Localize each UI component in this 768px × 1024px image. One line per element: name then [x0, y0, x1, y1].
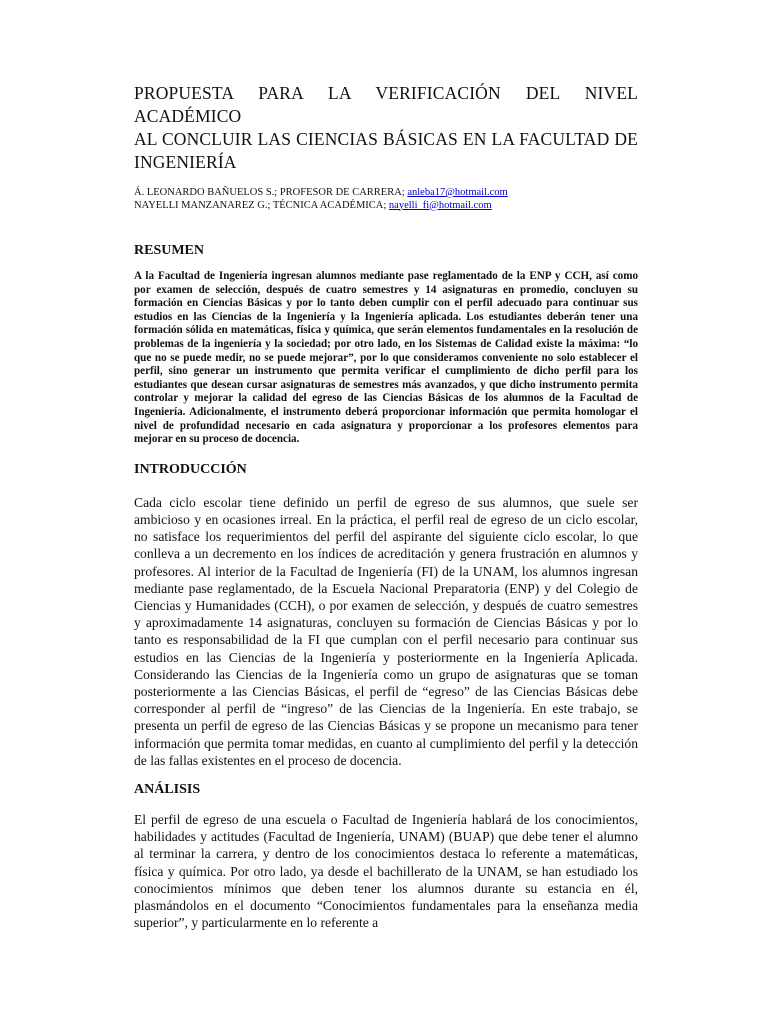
author-1-info: Á. LEONARDO BAÑUELOS S.; PROFESOR DE CARRERA; [134, 187, 408, 198]
author-2-email-link[interactable]: nayelli_fi@hotmail.com [388, 199, 492, 211]
analisis-heading: ANÁLISIS [134, 781, 201, 797]
title-line-3: INGENIERÍA [134, 152, 237, 172]
analisis-paragraph: El perfil de egreso de una escuela o Facultad de Ingeniería hablará de los conocimientos, habilidades y actitudes (Facultad de Ingeniería, UNAM) (BUAP) que debe tener el alumno al terminar la carrera, y dentro de los conocimientos destaca lo referente a matemáticas, física y química. Por otro lado, ya desde el bachillerato de la UNAM, se han estudiado los conocimientos mínimos que deben tener los alumnos durante su estancia en él, plasmándolos en el documento “Conocimientos fundamentales para la enseñanza media superior”, y particularmente en lo referente a [134, 811, 638, 931]
resumen-heading: RESUMEN [134, 243, 205, 258]
title-line-2: AL CONCLUIR LAS CIENCIAS BÁSICAS EN LA FACULTAD DE [134, 129, 638, 149]
author-1-email-link[interactable]: anleba17@hotmail.com [407, 187, 508, 198]
document-title [134, 82, 638, 174]
introduccion-heading: INTRODUCCIÓN [134, 461, 247, 477]
author-2-info: NAYELLI MANZANAREZ G.; TÉCNICA ACADÉMICA; [134, 199, 389, 211]
author-1 [134, 187, 638, 200]
resumen-paragraph: A la Facultad de Ingeniería ingresan alumnos mediante pase reglamentado de la ENP y CCH, así como por examen de selección, después de cuatro semestres y 14 asignaturas en promedio, concluyen su formación en Ciencias Básicas y por lo tanto deben cumplir con el perfil adecuado para continuar sus estudios en las Ciencias de la Ingeniería y la Ingeniería aplicada. Los estudiantes deberán tener una formación sólida en matemáticas, física y química, que serán elementos fundamentales en la resolución de problemas de la ingeniería y la sociedad; por otro lado, en los Sistemas de Calidad existe la máxima: “lo que no se puede medir, no se puede mejorar”, por lo que consideramos conveniente no solo establecer el perfil, sino generar un instrumento que permita verificar el cumplimiento de dicho perfil para los estudiantes que desean cursar asignaturas de semestres más avanzados, y que dicho instrumento permita controlar y mejorar la calidad del egreso de las Ciencias Básicas de los alumnos de la Facultad de Ingeniería. Adicionalmente, el instrumento deberá proporcionar información que permita homologar el nivel de profundidad necesario en cada asignatura y proporcionar a los profesores elementos para mejorar en su proceso de docencia. [134, 270, 638, 446]
title-line-1: PROPUESTA PARA LA VERIFICACIÓN DEL NIVEL ACADÉMICO [134, 83, 638, 126]
author-2 [134, 200, 638, 213]
introduccion-paragraph: Cada ciclo escolar tiene definido un perfil de egreso de sus alumnos, que suele ser ambicioso y en ocasiones irreal. En la práctica, el perfil real de egreso de un ciclo escolar, no satisface los requerimientos del perfil del aspirante del siguiente ciclo escolar, lo que conlleva a un decremento en los índices de acreditación y genera frustración en alumnos y profesores. Al interior de la Facultad de Ingeniería (FI) de la UNAM, los alumnos ingresan mediante pase reglamentado, de la Escuela Nacional Preparatoria (ENP) y del Colegio de Ciencias y Humanidades (CCH), o por examen de selección, y después de cuatro semestres y aproximadamente 14 asignaturas, concluyen su formación de Ciencias Básicas y por lo tanto es responsabilidad de la FI que cumplan con el perfil necesario para continuar sus estudios en las Ciencias de la Ingeniería y posteriormente en la Ingeniería Aplicada. Considerando las Ciencias de la Ingeniería como un grupo de asignaturas que se toman posteriormente a las Ciencias Básicas, el perfil de “egreso” de las Ciencias Básicas debe corresponder al perfil de “ingreso” de las Ciencias de la Ingeniería. En este trabajo, se presenta un perfil de egreso de las Ciencias Básicas y se propone un mecanismo para tener información que permita tomar medidas, en cuanto al cumplimiento del perfil y la detección de las fallas existentes en el proceso de docencia. [134, 494, 638, 768]
author-list [134, 187, 638, 212]
